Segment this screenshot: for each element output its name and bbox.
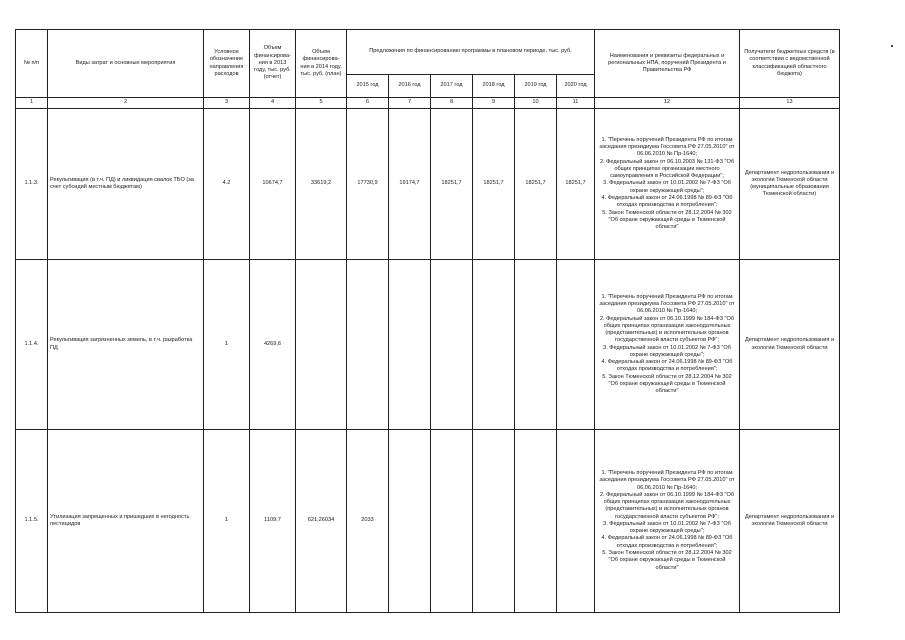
header-npa: Наименования и реквизиты федеральных и региональных НПА, поручений Президента и Правительства РФ [595,30,740,98]
row-vol2014: 33619,2 [296,108,347,260]
npa-item: 2. Федеральный закон от 06.10.1999 № 184-ФЗ "Об общих принципах организации законодательных (представительных) и исполнительных органов государственной власти субъектов РФ"; [599,315,735,344]
row-y2017 [431,429,473,612]
col-number: 8 [431,98,473,109]
row-recipient: Департамент недропользования и экологии Тюменской области (муниципальные образования Тюменской области) [740,108,840,260]
header-types: Виды затрат и основные мероприятия [48,30,204,98]
row-npa [595,429,740,612]
npa-item: 5. Закон Тюменской области от 28.12.2004 № 302 "Об охране окружающей среды в Тюменской области" [602,373,732,395]
row-vol2013: 4269,6 [250,260,296,429]
row-name: Рекультивация (в т.ч. ПД) и ликвидация свалок ТБО (за счет субсидий местным бюджетам) [48,108,204,260]
row-y2020 [557,429,595,612]
row-number: 1.1.4. [16,260,48,429]
row-recipient: Департамент недропользования и экологии Тюменской области [740,429,840,612]
header-year-2016: 2016 год [389,74,431,97]
npa-item: 3. Федеральный закон от 10.01.2002 № 7-ФЗ "Об охране окружающей среды"; [603,180,731,194]
header-year-2017: 2017 год [431,74,473,97]
row-y2018 [473,260,515,429]
col-number: 10 [515,98,557,109]
header-year-2020: 2020 год [557,74,595,97]
row-code: 1 [204,429,250,612]
npa-item: 5. Закон Тюменской области от 28.12.2004 № 302 "Об охране окружающей среды в Тюменской области" [602,209,732,231]
col-number: 1 [16,98,48,109]
row-name: Рекультивация загрязненных земель, в т.ч. разработка ПД [48,260,204,429]
npa-item: 4. Федеральный закон от 24.06.1998 № 89-ФЗ "Об отходах производства и потребления"; [601,194,733,209]
row-npa [595,108,740,260]
npa-item: 3. Федеральный закон от 10.01.2002 № 7-ФЗ "Об охране окружающей среды"; [603,344,731,358]
row-code: 4.2 [204,108,250,260]
table-row [16,260,840,429]
col-number: 4 [250,98,296,109]
row-y2018: 18251,7 [473,108,515,260]
col-number: 6 [347,98,389,109]
npa-item: 2. Федеральный закон от 06.10.1999 № 184-ФЗ "Об общих принципах организации законодательных (представительных) и исполнительных органов государственной власти субъектов РФ"; [599,491,735,520]
row-y2019: 18251,7 [515,108,557,260]
col-number: 12 [595,98,740,109]
npa-item: 1. "Перечень поручений Президента РФ по итогам заседания президиума Госсовета РФ 27.05.2010" от 06.06.2010 № Пр-1640; [599,470,735,491]
scan-speck [891,45,893,47]
row-vol2013: 10674,7 [250,108,296,260]
row-number: 1.1.3. [16,108,48,260]
row-vol2014 [296,260,347,429]
row-y2020: 18251,7 [557,108,595,260]
npa-item: 1. "Перечень поручений Президента РФ по итогам заседания президиума Госсовета РФ 27.05.2010" от 06.06.2010 № Пр-1640; [599,293,735,315]
row-vol2013: 1109,7 [250,429,296,612]
row-y2016: 19174,7 [389,108,431,260]
header-year-2018: 2018 год [473,74,515,97]
row-y2018 [473,429,515,612]
col-number: 11 [557,98,595,109]
header-code: Условное обозначение направления расходов [204,30,250,98]
col-number: 5 [296,98,347,109]
row-y2015 [347,260,389,429]
header-vol2013: Объем финансирова-ния в 2013 году, тыс. руб. (отчет) [250,30,296,98]
npa-item: 4. Федеральный закон от 24.06.1998 № 89-ФЗ "Об отходах производства и потребления"; [601,535,733,549]
row-code: 1 [204,260,250,429]
header-year-2015: 2015 год [347,74,389,97]
npa-item: 1. "Перечень поручений Президента РФ по итогам заседания президиума Госсовета РФ 27.05.2010" от 06.06.2010 № Пр-1640; [599,136,735,158]
col-number: 3 [204,98,250,109]
row-y2016 [389,429,431,612]
col-number: 2 [48,98,204,109]
row-y2017 [431,260,473,429]
row-recipient: Департамент недропользования и экологии Тюменской области [740,260,840,429]
row-number: 1.1.5. [16,429,48,612]
col-number: 13 [740,98,840,109]
row-y2015: 17730,9 [347,108,389,260]
column-number-row [16,98,840,109]
row-y2016 [389,260,431,429]
npa-item: 3. Федеральный закон от 10.01.2002 № 7-ФЗ "Об охране окружающей среды"; [603,520,731,535]
header-row-top [16,30,840,75]
npa-item: 5. Закон Тюменской области от 28.12.2004 № 302 "Об охране окружающей среды в Тюменской области" [602,550,732,571]
row-name: Утилизация запрещенных и пришедших в негодность пестицидов [48,429,204,612]
row-y2019 [515,260,557,429]
header-vol2014: Объем финансирова-ния в 2014 году, тыс. руб. (план) [296,30,347,98]
header-recipients: Получатели бюджетных средств (в соответствии с ведомственной классификацией областного бюджета) [740,30,840,98]
table-row [16,429,840,612]
row-npa [595,260,740,429]
document-sheet [15,29,839,613]
col-number: 7 [389,98,431,109]
header-proposals: Предложения по финансированию программы в плановом периоде, тыс. руб. [347,30,595,75]
row-y2020 [557,260,595,429]
npa-item: 4. Федеральный закон от 24.06.1998 № 89-ФЗ "Об отходах производства и потребления"; [601,359,733,373]
col-number: 9 [473,98,515,109]
row-vol2014: 621,26034 [296,429,347,612]
financing-table [15,29,840,613]
row-y2019 [515,429,557,612]
header-year-2019: 2019 год [515,74,557,97]
table-row [16,108,840,260]
row-y2015: 2033 [347,429,389,612]
header-no: № п/п [16,30,48,98]
npa-item: 2. Федеральный закон от 06.10.2003 № 131-ФЗ "Об общих принципах организации местного самоуправления в Российской Федерации"; [599,158,735,180]
row-y2017: 18251,7 [431,108,473,260]
